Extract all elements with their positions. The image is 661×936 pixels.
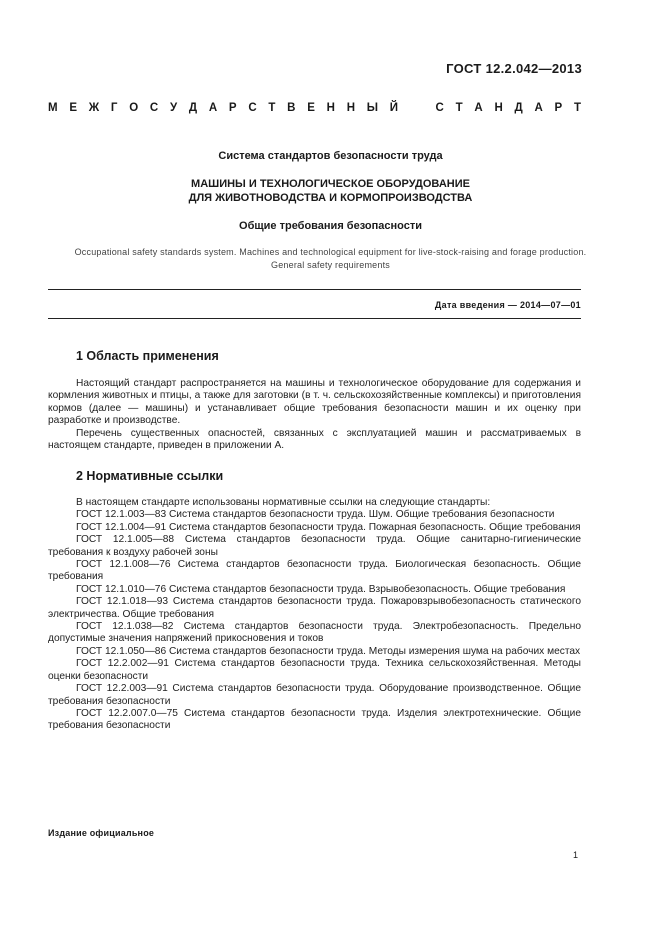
banner-letter: С [435, 102, 444, 114]
banner-letter: В [287, 102, 296, 114]
main-title-line-1: МАШИНЫ И ТЕХНОЛОГИЧЕСКОЕ ОБОРУДОВАНИЕ [191, 178, 470, 190]
banner-letter: Г [110, 102, 118, 114]
banner-letter: Е [69, 102, 78, 114]
banner-letter: А [208, 102, 218, 114]
section-2-heading: 2 Нормативные ссылки [76, 469, 224, 483]
page-number: 1 [572, 850, 578, 860]
banner-letter: Т [573, 102, 581, 114]
banner-letter: Т [268, 102, 276, 114]
reference-item: ГОСТ 12.1.010—76 Система стандартов безопасности труда. Взрывобезопасность. Общие требования [76, 583, 566, 595]
introduction-date: Дата введения — 2014—07—01 [434, 300, 581, 310]
paragraph: Перечень существенных опасностей, связанных с эксплуатацией машин и рассматриваемых в настоящем стандарте, приведен в приложении А. [48, 427, 581, 452]
interstate-standard-banner [48, 102, 581, 114]
standards-system-title: Система стандартов безопасности труда [218, 150, 443, 162]
banner-letter: Д [188, 102, 198, 114]
main-title-line-2: ДЛЯ ЖИВОТНОВОДСТВА И КОРМОПРОИЗВОДСТВА [188, 192, 473, 204]
banner-letter: Н [326, 102, 335, 114]
official-edition-note: Издание официальное [48, 828, 155, 838]
bottom-rule [48, 318, 581, 319]
banner-word-gap [410, 102, 424, 114]
section-1-heading: 1 Область применения [76, 349, 219, 363]
reference-item: ГОСТ 12.1.005—88 Система стандартов безопасности труда. Общие санитарно-гигиенические требования к воздуху рабочей зоны [48, 534, 581, 558]
document-number: ГОСТ 12.2.042—2013 [446, 61, 582, 76]
banner-letter: Н [494, 102, 503, 114]
banner-letter: Н [346, 102, 356, 114]
banner-letter: Ы [366, 102, 379, 114]
banner-letter: У [169, 102, 178, 114]
banner-letter: Д [514, 102, 523, 114]
banner-letter: Т [455, 102, 463, 114]
main-subtitle: Общие требования безопасности [239, 220, 422, 232]
section-2-body [48, 497, 581, 733]
paragraph: Настоящий стандарт распространяется на машины и технологическое оборудование для содержания и кормления животных и птицы, а также для заготовки (в т. ч. сельскохозяйственные комплексы) и приготовления кормов (далее — машины) и устанавливает общие требования безопасности машин и их оценку при разработке и производстве. [48, 378, 581, 427]
banner-letter: Р [554, 102, 563, 114]
banner-letter: С [149, 102, 159, 114]
english-title: Occupational safety standards system. Machines and technological equipment for live-stock-raising and forage production. General safety requirements [74, 247, 587, 270]
banner-letter: С [248, 102, 257, 114]
reference-item: ГОСТ 12.1.018—93 Система стандартов безопасности труда. Пожаровзрывобезопасность статического электричества. Общие требования [48, 596, 581, 620]
reference-item: ГОСТ 12.1.003—83 Система стандартов безопасности труда. Шум. Общие требования безопасности [76, 509, 555, 521]
reference-item: ГОСТ 12.1.050—86 Система стандартов безопасности труда. Методы измерения шума на рабочих местах [76, 645, 581, 657]
reference-item: ГОСТ 12.1.004—91 Система стандартов безопасности труда. Пожарная безопасность. Общие требования [76, 521, 581, 533]
section-1-body [48, 378, 581, 452]
banner-letter: Е [307, 102, 315, 114]
banner-letter: Р [228, 102, 237, 114]
reference-item: ГОСТ 12.1.038—82 Система стандартов безопасности труда. Электробезопасность. Предельно допустимые значения напряжений прикосновения и токов [48, 621, 581, 645]
top-rule [48, 289, 581, 290]
banner-letter: А [534, 102, 543, 114]
banner-letter: Й [389, 102, 399, 114]
banner-letter: А [474, 102, 483, 114]
reference-item: ГОСТ 12.2.007.0—75 Система стандартов безопасности труда. Изделия электротехнические. Общие требования безопасности [48, 707, 581, 732]
banner-letter: М [48, 102, 58, 114]
banner-letter: О [129, 102, 139, 114]
reference-item: ГОСТ 12.1.008—76 Система стандартов безопасности труда. Биологическая безопасность. Общие требования [48, 559, 581, 583]
reference-item: ГОСТ 12.2.003—91 Система стандартов безопасности труда. Оборудование производственное. Общие требования безопасности [48, 683, 581, 707]
paragraph: В настоящем стандарте использованы нормативные ссылки на следующие стандарты: [76, 497, 491, 508]
reference-item: ГОСТ 12.2.002—91 Система стандартов безопасности труда. Техника сельскохозяйственная. Методы оценки безопасности [48, 658, 581, 682]
banner-letter: Ж [88, 102, 100, 114]
